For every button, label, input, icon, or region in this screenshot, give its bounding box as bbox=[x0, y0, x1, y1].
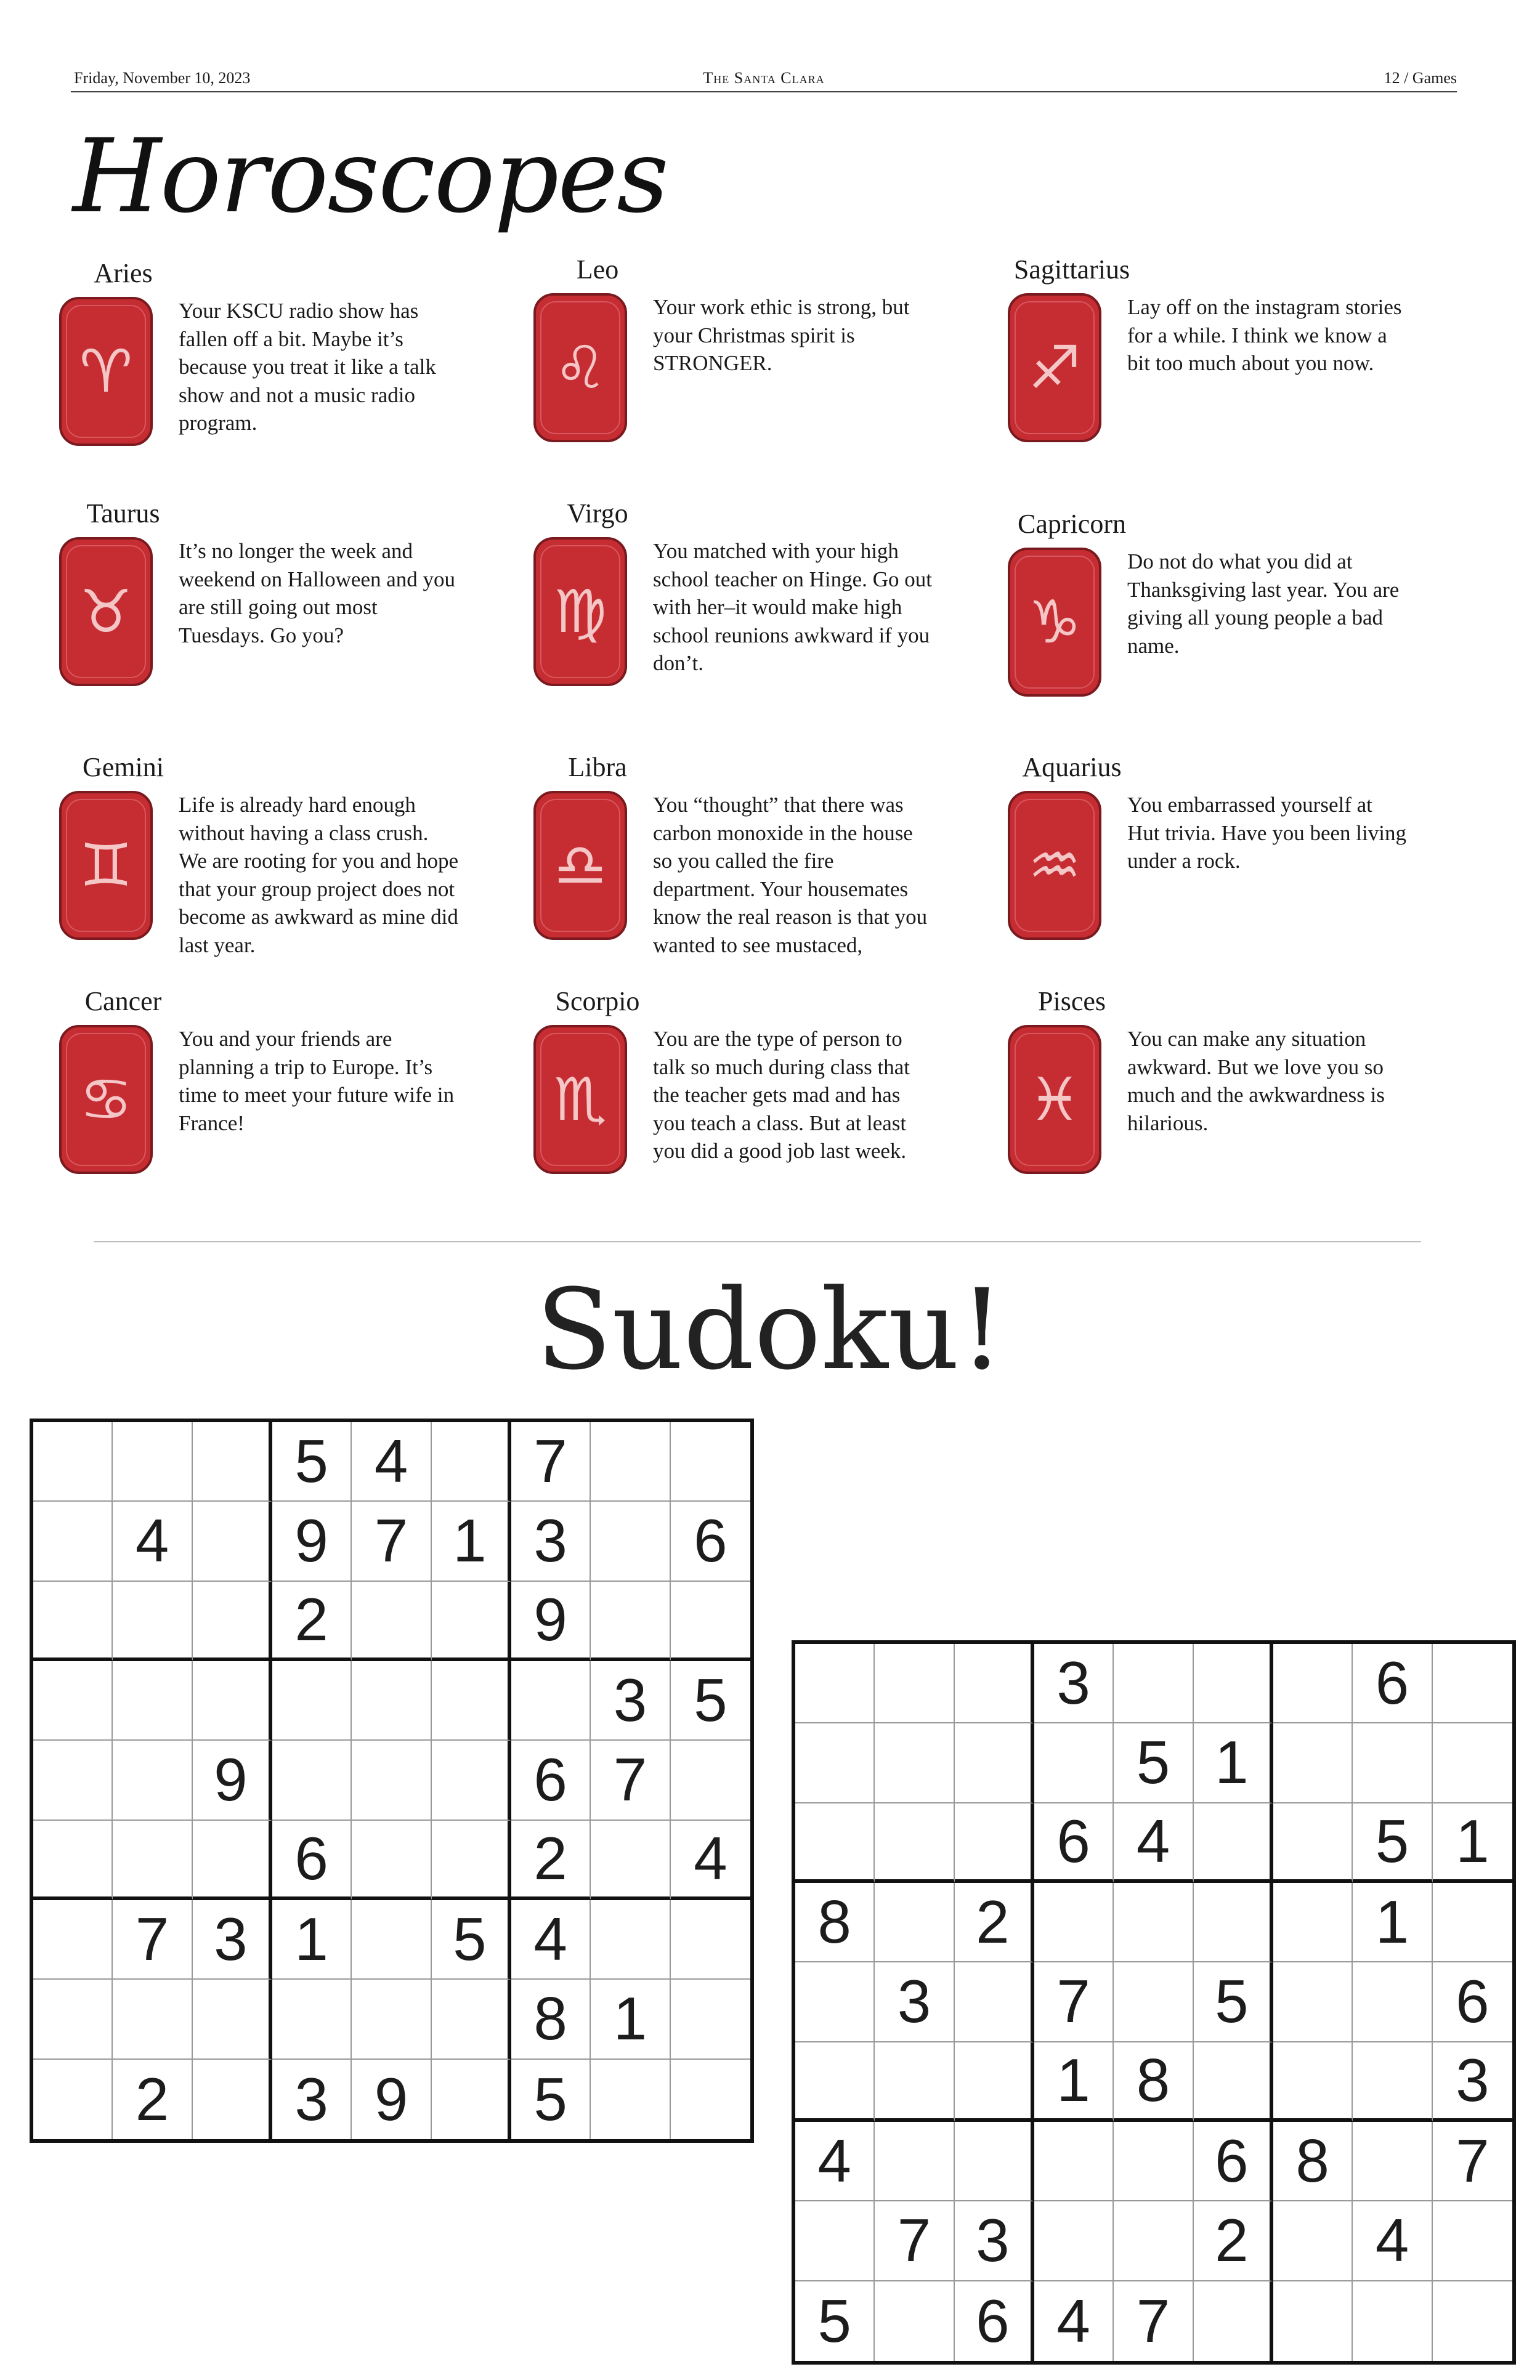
sign-name: Virgo bbox=[567, 498, 628, 528]
sign-name: Aquarius bbox=[1022, 752, 1122, 782]
sudoku-cell[interactable]: 6 bbox=[1034, 1803, 1114, 1883]
sudoku-grid-2 bbox=[792, 1640, 1516, 2365]
sudoku-cell[interactable] bbox=[432, 1422, 511, 1502]
virgo-icon bbox=[532, 535, 628, 689]
leo-glyph: ♌ bbox=[553, 333, 607, 402]
sudoku-cell[interactable] bbox=[193, 1422, 272, 1502]
sign-text: You matched with your high school teacher on Hinge. Go out with her–it would make high school reunions awkward if you don’t. bbox=[653, 539, 932, 675]
sudoku-cell[interactable] bbox=[352, 1582, 431, 1661]
sudoku-cell[interactable]: 1 bbox=[1353, 1883, 1432, 1962]
sudoku-cell[interactable] bbox=[1034, 1723, 1114, 1803]
sudoku-cell[interactable]: 7 bbox=[1034, 1962, 1114, 2042]
sudoku-cell[interactable]: 4 bbox=[1353, 2201, 1432, 2281]
horoscope-leo bbox=[524, 254, 979, 439]
sudoku-cell[interactable]: 6 bbox=[1433, 1962, 1512, 2042]
horoscope-scorpio bbox=[524, 986, 979, 1170]
aries-icon bbox=[58, 294, 154, 448]
sudoku-cell[interactable] bbox=[795, 1644, 875, 1723]
scorpio-icon bbox=[532, 1022, 628, 1176]
sudoku-cell[interactable]: 2 bbox=[1194, 2201, 1273, 2281]
sudoku-cell[interactable]: 1 bbox=[1034, 2042, 1114, 2122]
horoscope-taurus bbox=[49, 498, 505, 682]
sudoku-cell[interactable] bbox=[113, 1980, 192, 2059]
sudoku-cell[interactable] bbox=[591, 1821, 670, 1900]
sudoku-cell[interactable]: 7 bbox=[591, 1741, 670, 1820]
gemini-glyph: ♊ bbox=[79, 831, 133, 900]
sudoku-cell[interactable]: 3 bbox=[1034, 1644, 1114, 1723]
sudoku-cell[interactable] bbox=[113, 1661, 192, 1741]
sudoku-cell[interactable] bbox=[432, 1980, 511, 2059]
sign-text: You “thought” that there was carbon monoxide in the house so you called the fire department. Your housemates know the real reason is that you wanted to see mustaced, bbox=[653, 793, 928, 957]
sudoku-cell[interactable] bbox=[1273, 1883, 1353, 1962]
sign-name: Sagittarius bbox=[1013, 254, 1130, 285]
sign-name: Taurus bbox=[86, 498, 160, 528]
horoscope-capricorn bbox=[998, 508, 1454, 693]
sudoku-cell[interactable]: 5 bbox=[432, 1900, 511, 1980]
sudoku-cell[interactable] bbox=[432, 1582, 511, 1661]
sudoku-cell[interactable] bbox=[432, 2060, 511, 2139]
section-divider bbox=[94, 1241, 1421, 1242]
sudoku-cell[interactable] bbox=[1273, 1723, 1353, 1803]
sudoku-cell[interactable] bbox=[113, 1582, 192, 1661]
sudoku-cell[interactable]: 1 bbox=[432, 1502, 511, 1581]
sudoku-cell[interactable] bbox=[591, 1502, 670, 1581]
sudoku-cell[interactable] bbox=[671, 2060, 750, 2139]
sudoku-cell[interactable]: 1 bbox=[272, 1900, 352, 1980]
sudoku-cell[interactable] bbox=[955, 1723, 1034, 1803]
sudoku-cell[interactable]: 7 bbox=[875, 2201, 954, 2281]
sudoku-grid-1 bbox=[30, 1419, 754, 2143]
sudoku-cell[interactable] bbox=[1353, 1962, 1432, 2042]
sudoku-cell[interactable] bbox=[671, 1582, 750, 1661]
pisces-icon bbox=[1007, 1022, 1103, 1176]
sudoku-cell[interactable] bbox=[1194, 2042, 1273, 2122]
sudoku-cell[interactable] bbox=[113, 1422, 192, 1502]
sign-text: You and your friends are planning a trip to Europe. It’s time to meet your future wife in France! bbox=[179, 1027, 455, 1135]
sudoku-cell[interactable]: 5 bbox=[1353, 1803, 1432, 1883]
sudoku-cell[interactable] bbox=[193, 1980, 272, 2059]
sudoku-cell[interactable] bbox=[193, 1582, 272, 1661]
sudoku-cell[interactable] bbox=[671, 1741, 750, 1820]
sudoku-cell[interactable] bbox=[671, 1900, 750, 1980]
sudoku-cell[interactable] bbox=[1273, 1962, 1353, 2042]
aries-glyph: ♈ bbox=[79, 337, 133, 406]
sudoku-cell[interactable] bbox=[33, 1422, 113, 1502]
sudoku-cell[interactable] bbox=[1194, 1644, 1273, 1723]
sagittarius-icon bbox=[1007, 291, 1103, 445]
sign-name: Gemini bbox=[83, 752, 164, 782]
sudoku-cell[interactable] bbox=[352, 1821, 431, 1900]
sudoku-cell[interactable] bbox=[113, 1741, 192, 1820]
sudoku-cell[interactable]: 9 bbox=[511, 1582, 591, 1661]
sudoku-cell[interactable] bbox=[1034, 1883, 1114, 1962]
sudoku-cell[interactable]: 1 bbox=[1194, 1723, 1273, 1803]
sudoku-cell[interactable] bbox=[1273, 1644, 1353, 1723]
sudoku-cell[interactable]: 7 bbox=[1114, 2281, 1193, 2361]
sudoku-cell[interactable] bbox=[1034, 2201, 1114, 2281]
sudoku-cell[interactable] bbox=[795, 2201, 875, 2281]
sudoku-cell[interactable] bbox=[1273, 2201, 1353, 2281]
sudoku-cell[interactable] bbox=[671, 1422, 750, 1502]
newspaper-name: The Santa Clara bbox=[703, 69, 825, 87]
capricorn-glyph: ♑ bbox=[1027, 588, 1082, 657]
sudoku-cell[interactable] bbox=[875, 1723, 954, 1803]
sudoku-cell[interactable] bbox=[1353, 2281, 1432, 2361]
sudoku-cell[interactable] bbox=[875, 1803, 954, 1883]
sudoku-cell[interactable]: 2 bbox=[511, 1821, 591, 1900]
sudoku-cell[interactable] bbox=[1114, 1883, 1193, 1962]
pisces-glyph: ♓ bbox=[1027, 1065, 1082, 1134]
virgo-glyph: ♍ bbox=[553, 577, 607, 646]
sudoku-cell[interactable] bbox=[591, 1582, 670, 1661]
sudoku-cell[interactable] bbox=[875, 2122, 954, 2201]
sudoku-cell[interactable]: 4 bbox=[671, 1821, 750, 1900]
sign-text: Lay off on the instagram stories for a while. I think we know a bit too much about you now. bbox=[1127, 295, 1402, 375]
sudoku-cell[interactable] bbox=[352, 1741, 431, 1820]
sudoku-cell[interactable] bbox=[352, 1900, 431, 1980]
sudoku-cell[interactable] bbox=[272, 1980, 352, 2059]
sudoku-cell[interactable] bbox=[875, 2281, 954, 2361]
sudoku-cell[interactable] bbox=[1114, 2201, 1193, 2281]
sudoku-cell[interactable]: 3 bbox=[511, 1502, 591, 1581]
sudoku-cell[interactable] bbox=[432, 1821, 511, 1900]
sudoku-cell[interactable] bbox=[511, 1661, 591, 1741]
sudoku-cell[interactable]: 5 bbox=[1194, 1962, 1273, 2042]
sudoku-cell[interactable] bbox=[1433, 1883, 1512, 1962]
sudoku-cell[interactable] bbox=[955, 2042, 1034, 2122]
sudoku-cell[interactable]: 8 bbox=[1114, 2042, 1193, 2122]
sudoku-title: Sudoku! bbox=[535, 1266, 1005, 1394]
sudoku-cell[interactable]: 8 bbox=[511, 1980, 591, 2059]
sudoku-cell[interactable]: 6 bbox=[1353, 1644, 1432, 1723]
sudoku-cell[interactable] bbox=[432, 1741, 511, 1820]
sign-text: It’s no longer the week and weekend on Halloween and you are still going out most Tuesdays. Go you? bbox=[179, 539, 456, 647]
sudoku-cell[interactable] bbox=[193, 1502, 272, 1581]
sudoku-cell[interactable] bbox=[875, 1644, 954, 1723]
sudoku-cell[interactable] bbox=[955, 1644, 1034, 1723]
page-title: Horoscopes bbox=[73, 117, 668, 235]
sudoku-cell[interactable] bbox=[1194, 2281, 1273, 2361]
sagittarius-glyph: ♐ bbox=[1027, 333, 1082, 402]
aquarius-icon bbox=[1007, 788, 1103, 942]
sign-text: You can make any situation awkward. But we love you so much and the awkwardness is hilarious. bbox=[1127, 1027, 1385, 1135]
sudoku-cell[interactable] bbox=[33, 1741, 113, 1820]
horoscope-pisces bbox=[998, 986, 1454, 1170]
sign-name: Aries bbox=[94, 258, 153, 288]
sudoku-cell[interactable] bbox=[1034, 2122, 1114, 2201]
sudoku-cell[interactable] bbox=[193, 1661, 272, 1741]
sudoku-cell[interactable]: 4 bbox=[113, 1502, 192, 1581]
sudoku-cell[interactable] bbox=[1273, 2281, 1353, 2361]
sudoku-cell[interactable] bbox=[1353, 2122, 1432, 2201]
sudoku-cell[interactable] bbox=[1433, 1723, 1512, 1803]
sudoku-cell[interactable]: 3 bbox=[1433, 2042, 1512, 2122]
sudoku-cell[interactable] bbox=[33, 2060, 113, 2139]
sudoku-cell[interactable] bbox=[1273, 1803, 1353, 1883]
leo-icon bbox=[532, 291, 628, 445]
sign-name: Leo bbox=[576, 254, 619, 285]
horoscope-aquarius bbox=[998, 751, 1454, 936]
sudoku-cell[interactable] bbox=[591, 1422, 670, 1502]
sign-name: Capricorn bbox=[1018, 509, 1126, 539]
sudoku-cell[interactable] bbox=[1114, 1962, 1193, 2042]
sudoku-cell[interactable]: 3 bbox=[272, 2060, 352, 2139]
sudoku-cell[interactable] bbox=[1433, 1644, 1512, 1723]
issue-date: Friday, November 10, 2023 bbox=[74, 69, 251, 87]
sudoku-cell[interactable]: 2 bbox=[955, 1883, 1034, 1962]
sudoku-cell[interactable]: 1 bbox=[1433, 1803, 1512, 1883]
sign-name: Cancer bbox=[84, 986, 162, 1016]
sudoku-cell[interactable]: 9 bbox=[352, 2060, 431, 2139]
sudoku-cell[interactable]: 4 bbox=[511, 1900, 591, 1980]
sudoku-cell[interactable]: 5 bbox=[272, 1422, 352, 1502]
sudoku-cell[interactable]: 5 bbox=[671, 1661, 750, 1741]
sudoku-cell[interactable] bbox=[1194, 1883, 1273, 1962]
sudoku-cell[interactable] bbox=[352, 1661, 431, 1741]
sudoku-cell[interactable] bbox=[591, 1900, 670, 1980]
sudoku-cell[interactable]: 8 bbox=[795, 1883, 875, 1962]
sudoku-cell[interactable]: 5 bbox=[1114, 1723, 1193, 1803]
sudoku-cell[interactable]: 4 bbox=[352, 1422, 431, 1502]
sign-name: Pisces bbox=[1038, 986, 1106, 1016]
sudoku-cell[interactable] bbox=[33, 1661, 113, 1741]
sudoku-cell[interactable] bbox=[272, 1661, 352, 1741]
sudoku-cell[interactable] bbox=[795, 2042, 875, 2122]
cancer-icon bbox=[58, 1022, 154, 1176]
sudoku-cell[interactable]: 9 bbox=[272, 1502, 352, 1581]
sudoku-cell[interactable] bbox=[795, 1962, 875, 2042]
sign-text: You are the type of person to talk so much during class that the teacher gets mad and has you teach a class. But at least you did a good job last week. bbox=[653, 1027, 910, 1163]
sudoku-cell[interactable]: 6 bbox=[272, 1821, 352, 1900]
horoscope-cancer bbox=[49, 986, 505, 1170]
sudoku-cell[interactable]: 3 bbox=[193, 1900, 272, 1980]
sudoku-cell[interactable]: 6 bbox=[1194, 2122, 1273, 2201]
sudoku-cell[interactable]: 6 bbox=[955, 2281, 1034, 2361]
sudoku-cell[interactable] bbox=[1433, 2201, 1512, 2281]
sudoku-cell[interactable] bbox=[1433, 2281, 1512, 2361]
sign-text: Your work ethic is strong, but your Christmas spirit is STRONGER. bbox=[653, 295, 910, 375]
horoscope-libra bbox=[524, 751, 979, 957]
sudoku-cell[interactable] bbox=[1114, 2122, 1193, 2201]
horoscope-gemini bbox=[49, 751, 505, 957]
sudoku-cell[interactable] bbox=[432, 1661, 511, 1741]
gemini-icon bbox=[58, 788, 154, 942]
scorpio-glyph: ♏ bbox=[553, 1065, 607, 1134]
sudoku-cell[interactable] bbox=[955, 2122, 1034, 2201]
sudoku-cell[interactable]: 4 bbox=[1034, 2281, 1114, 2361]
sudoku-cell[interactable] bbox=[955, 1962, 1034, 2042]
sudoku-cell[interactable] bbox=[33, 1900, 113, 1980]
sudoku-cell[interactable] bbox=[591, 2060, 670, 2139]
sudoku-cell[interactable] bbox=[795, 1803, 875, 1883]
cancer-glyph: ♋ bbox=[79, 1065, 133, 1134]
sudoku-cell[interactable]: 7 bbox=[113, 1900, 192, 1980]
sudoku-cell[interactable]: 4 bbox=[1114, 1803, 1193, 1883]
sudoku-cell[interactable]: 5 bbox=[511, 2060, 591, 2139]
sign-text: You embarrassed yourself at Hut trivia. Have you been living under a rock. bbox=[1127, 793, 1406, 873]
sudoku-cell[interactable] bbox=[1353, 1723, 1432, 1803]
sudoku-cell[interactable] bbox=[33, 1582, 113, 1661]
sudoku-cell[interactable]: 5 bbox=[795, 2281, 875, 2361]
sudoku-cell[interactable] bbox=[352, 1980, 431, 2059]
masthead bbox=[71, 67, 1457, 92]
sudoku-cell[interactable]: 7 bbox=[511, 1422, 591, 1502]
sudoku-cell[interactable]: 8 bbox=[1273, 2122, 1353, 2201]
sudoku-cell[interactable] bbox=[272, 1741, 352, 1820]
libra-glyph: ♎ bbox=[553, 831, 607, 900]
libra-icon bbox=[532, 788, 628, 942]
sudoku-cell[interactable]: 6 bbox=[671, 1502, 750, 1581]
sudoku-cell[interactable]: 3 bbox=[591, 1661, 670, 1741]
sign-text: Your KSCU radio show has fallen off a bit. Maybe it’s because you treat it like a talk show and not a music radio program. bbox=[179, 299, 436, 435]
sudoku-cell[interactable] bbox=[955, 1803, 1034, 1883]
page-section: 12 / Games bbox=[1384, 69, 1457, 87]
sudoku-cell[interactable] bbox=[1114, 1644, 1193, 1723]
horoscope-virgo bbox=[524, 498, 979, 682]
sudoku-cell[interactable]: 3 bbox=[955, 2201, 1034, 2281]
sudoku-cell[interactable] bbox=[671, 1980, 750, 2059]
taurus-glyph: ♉ bbox=[79, 577, 133, 646]
sudoku-cell[interactable] bbox=[33, 1821, 113, 1900]
sudoku-cell[interactable]: 9 bbox=[193, 1741, 272, 1820]
sudoku-cell[interactable] bbox=[875, 2042, 954, 2122]
sudoku-cell[interactable] bbox=[193, 2060, 272, 2139]
horoscope-aries bbox=[49, 257, 505, 442]
sign-name: Scorpio bbox=[555, 986, 640, 1016]
sign-text: Life is already hard enough without having a class crush. We are rooting for you and hope that your group project does not become as awkward as mine did last year. bbox=[179, 793, 458, 957]
sudoku-cell[interactable]: 1 bbox=[591, 1980, 670, 2059]
sudoku-cell[interactable]: 6 bbox=[511, 1741, 591, 1820]
sudoku-cell[interactable]: 3 bbox=[875, 1962, 954, 2042]
sign-text: Do not do what you did at Thanksgiving last year. You are giving all young people a bad name. bbox=[1127, 549, 1400, 658]
sudoku-cell[interactable] bbox=[1194, 1803, 1273, 1883]
sudoku-cell[interactable]: 2 bbox=[272, 1582, 352, 1661]
sudoku-cell[interactable]: 4 bbox=[795, 2122, 875, 2201]
sudoku-cell[interactable] bbox=[33, 1502, 113, 1581]
aquarius-glyph: ♒ bbox=[1027, 831, 1082, 900]
sudoku-cell[interactable] bbox=[875, 1883, 954, 1962]
capricorn-icon bbox=[1007, 545, 1103, 699]
sudoku-cell[interactable]: 2 bbox=[113, 2060, 192, 2139]
sudoku-cell[interactable] bbox=[1273, 2042, 1353, 2122]
horoscope-sagittarius bbox=[998, 254, 1454, 439]
sudoku-cell[interactable] bbox=[795, 1723, 875, 1803]
sudoku-cell[interactable] bbox=[193, 1821, 272, 1900]
sudoku-cell[interactable] bbox=[33, 1980, 113, 2059]
sudoku-cell[interactable]: 7 bbox=[352, 1502, 431, 1581]
taurus-icon bbox=[58, 535, 154, 689]
sign-name: Libra bbox=[568, 752, 627, 782]
sudoku-cell[interactable]: 7 bbox=[1433, 2122, 1512, 2201]
sudoku-cell[interactable] bbox=[113, 1821, 192, 1900]
sudoku-cell[interactable] bbox=[1353, 2042, 1432, 2122]
